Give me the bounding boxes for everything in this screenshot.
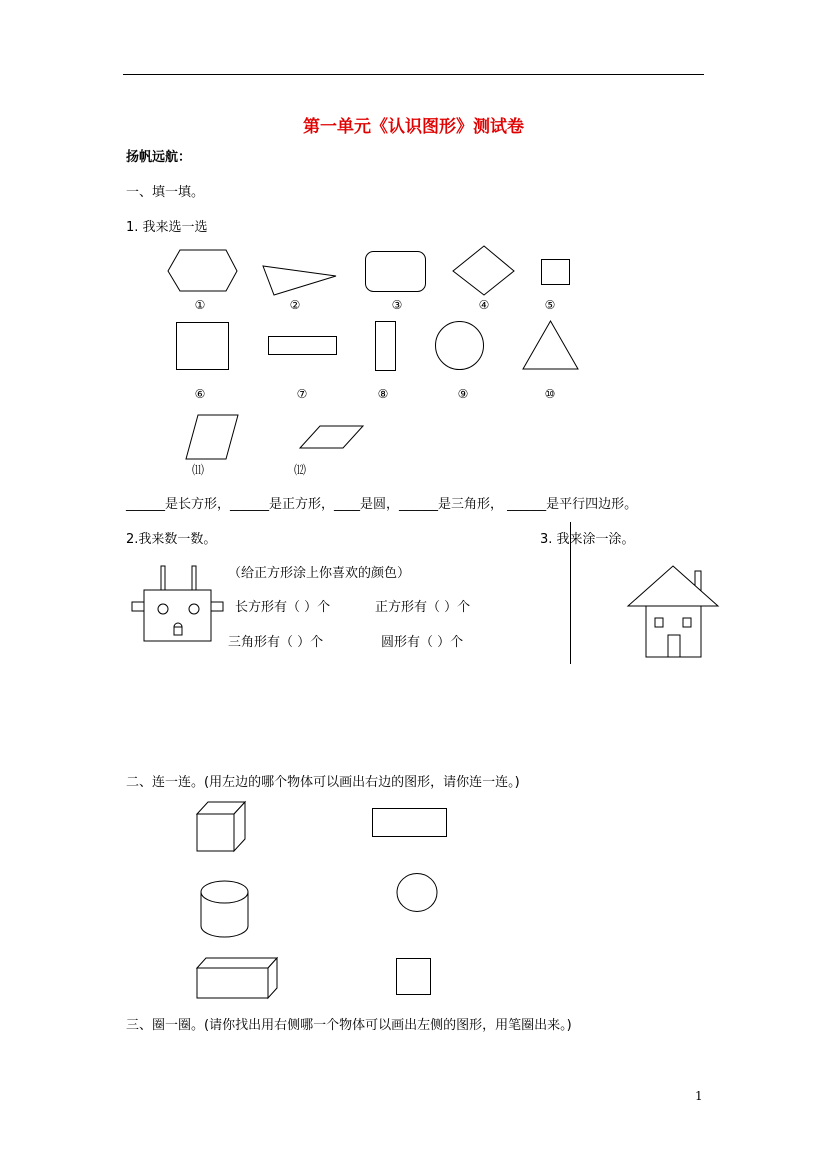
label-3: ③ xyxy=(391,298,403,312)
small-square-shape xyxy=(541,259,571,285)
label-1: ① xyxy=(194,298,206,312)
square-target xyxy=(396,958,432,996)
label-4: ④ xyxy=(478,298,490,312)
label-6: ⑥ xyxy=(194,387,206,401)
label-11: ⑾ xyxy=(191,463,204,477)
color-instruction: （给正方形涂上你喜欢的颜色） xyxy=(228,566,411,581)
question-1-heading: 1. 我来选一选 xyxy=(126,220,208,235)
rectangle-target xyxy=(372,808,448,838)
circle-target xyxy=(397,873,439,913)
header-rule xyxy=(123,74,704,75)
robot-figure xyxy=(132,566,224,642)
hexagon-shape xyxy=(168,250,238,292)
rounded-rectangle-shape xyxy=(365,251,426,292)
section-3-heading: 三、圈一圈。(请你找出用右侧哪一个物体可以画出左侧的图形，用笔圈出来。) xyxy=(126,1018,572,1033)
scalene-triangle-shape xyxy=(263,264,337,296)
label-5: ⑤ xyxy=(544,298,556,312)
circle-shape xyxy=(435,321,485,371)
label-8: ⑧ xyxy=(377,387,389,401)
square-count: 正方形有（ ）个 xyxy=(375,600,471,615)
triangle-count: 三角形有（ ）个 xyxy=(228,635,324,650)
label-12: ⑿ xyxy=(293,463,306,477)
section-1-heading: 一、填一填。 xyxy=(126,185,205,200)
label-10: ⑩ xyxy=(544,387,556,401)
subtitle: 扬帆远航： xyxy=(126,150,192,165)
label-2: ② xyxy=(289,298,301,312)
cube-object xyxy=(197,802,247,852)
house-figure xyxy=(628,566,720,660)
cuboid-object xyxy=(197,958,279,1000)
triangle-shape xyxy=(523,321,579,371)
tall-rectangle-shape xyxy=(375,321,397,371)
divider-line xyxy=(570,522,571,664)
question-2-heading: 2.我来数一数。 xyxy=(126,532,217,547)
parallelogram-shape-flat xyxy=(300,426,364,450)
square-shape xyxy=(176,322,230,370)
parallelogram-shape-tall xyxy=(186,415,240,460)
question-3-heading: 3. 我来涂一涂。 xyxy=(540,532,635,547)
page-number: 1 xyxy=(695,1089,703,1103)
page-title: 第一单元《认识图形》测试卷 xyxy=(303,117,524,137)
rectangle-count: 长方形有（ ）个 xyxy=(235,600,331,615)
circle-count: 圆形有（ ）个 xyxy=(381,635,464,650)
answer-line: ______是长方形，______是正方形，____是圆，______是三角形， ______是平行四边形。 xyxy=(126,497,638,512)
section-2-heading: 二、连一连。(用左边的哪个物体可以画出右边的图形，请你连一连。) xyxy=(126,775,520,790)
cylinder-object xyxy=(200,880,250,940)
long-rectangle-shape xyxy=(268,336,338,356)
diamond-shape xyxy=(453,246,515,296)
label-9: ⑨ xyxy=(457,387,469,401)
label-7: ⑦ xyxy=(296,387,308,401)
